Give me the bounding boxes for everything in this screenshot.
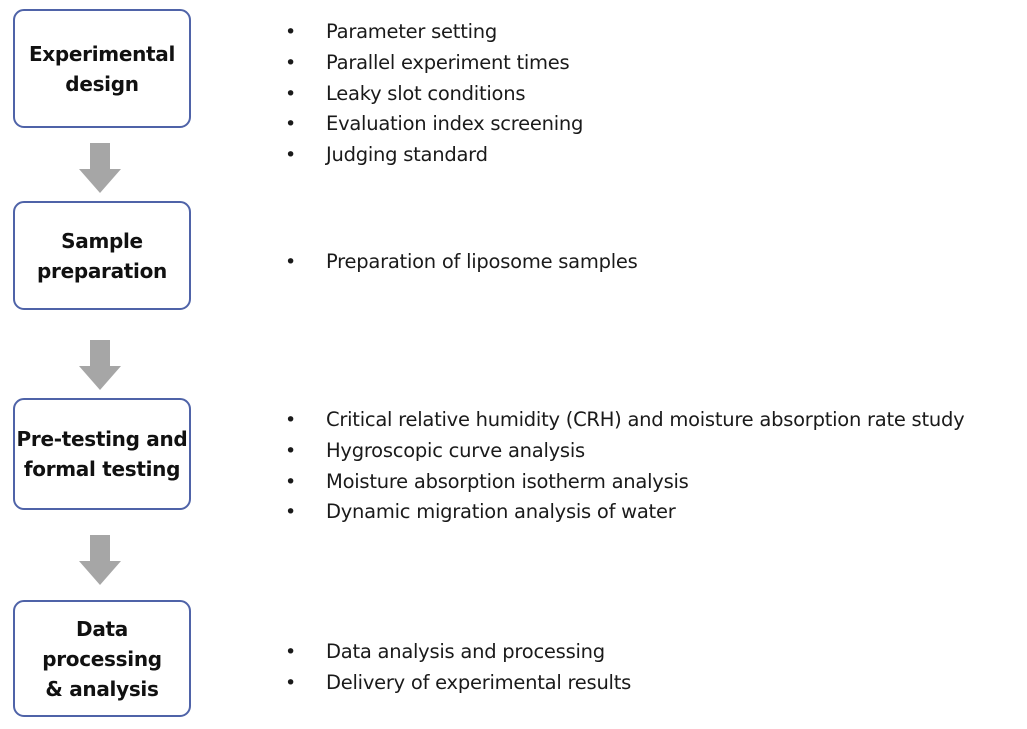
stage-box-data-processing [13, 600, 191, 717]
list-item [285, 109, 583, 140]
bullet-list-testing [285, 405, 964, 528]
list-item [285, 436, 964, 467]
bullet-icon: • [285, 51, 296, 74]
list-item-text: Delivery of experimental results [326, 670, 632, 694]
list-item-text: Moisture absorption isotherm analysis [326, 469, 689, 493]
down-arrow-icon [79, 143, 121, 193]
list-item [285, 467, 964, 498]
stage-box-sample-preparation [13, 201, 191, 310]
list-item [285, 497, 964, 528]
bullet-icon: • [285, 671, 296, 694]
stage-box-testing [13, 398, 191, 510]
list-item-text: Judging standard [326, 143, 488, 167]
bullet-list-sample-preparation [285, 247, 638, 278]
list-item [285, 405, 964, 436]
stage-box-experimental-design [13, 9, 191, 128]
bullet-icon: • [285, 113, 296, 136]
bullet-list-data-processing [285, 637, 631, 699]
stage-label: Sample preparation [36, 228, 167, 283]
list-item [285, 140, 583, 171]
bullet-list-experimental-design [285, 17, 583, 171]
list-item [285, 79, 583, 110]
bullet-icon: • [285, 501, 296, 524]
down-arrow-icon [79, 535, 121, 585]
list-item-text: Parameter setting [326, 20, 498, 43]
bullet-icon: • [285, 470, 296, 493]
list-item [285, 17, 583, 48]
list-item [285, 668, 631, 699]
bullet-icon: • [285, 82, 296, 105]
list-item-text: Parallel experiment times [326, 50, 570, 74]
bullet-icon: • [285, 439, 296, 462]
bullet-icon: • [285, 21, 296, 43]
stage-label: Data processing & analysis [42, 616, 162, 701]
list-item-text: Preparation of liposome samples [326, 250, 638, 273]
bullet-icon: • [285, 641, 296, 663]
stage-label: Experimental design [28, 41, 176, 96]
list-item [285, 247, 638, 278]
list-item-text: Evaluation index screening [326, 112, 584, 136]
bullet-icon: • [285, 144, 296, 167]
bullet-icon: • [285, 409, 296, 431]
list-item-text: Hygroscopic curve analysis [326, 438, 585, 462]
list-item [285, 48, 583, 79]
list-item-text: Leaky slot conditions [326, 81, 526, 105]
bullet-icon: • [285, 251, 296, 273]
list-item-text: Dynamic migration analysis of water [326, 500, 676, 524]
stage-label: Pre-testing and formal testing [16, 427, 188, 481]
list-item [285, 637, 631, 668]
down-arrow-icon [79, 340, 121, 390]
list-item-text: Data analysis and processing [326, 640, 605, 663]
list-item-text: Critical relative humidity (CRH) and moisture absorption rate study [326, 408, 965, 431]
